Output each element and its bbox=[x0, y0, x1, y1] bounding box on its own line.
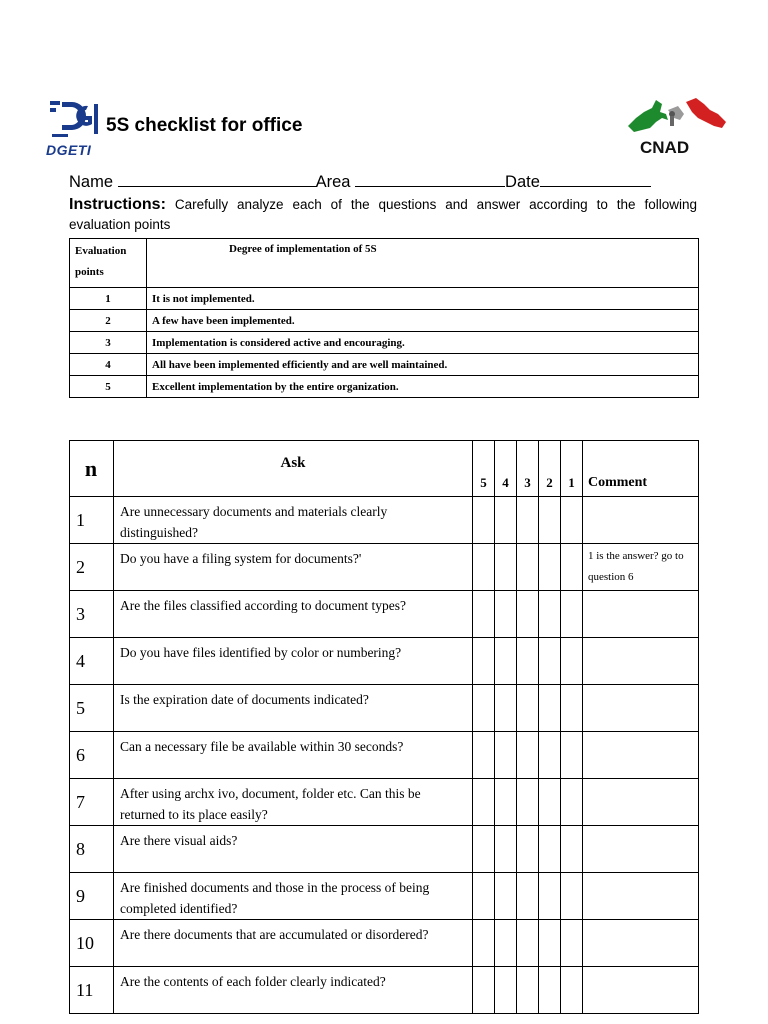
degree-header: Degree of implementation of 5S bbox=[147, 239, 699, 288]
score-2-header: 2 bbox=[539, 441, 561, 497]
area-field[interactable] bbox=[355, 172, 505, 187]
score-5-cell[interactable] bbox=[473, 685, 495, 732]
evaluation-row bbox=[70, 376, 699, 398]
cnad-logo-text: CNAD bbox=[640, 138, 690, 157]
score-5-cell[interactable] bbox=[473, 732, 495, 779]
cnad-logo bbox=[626, 96, 730, 160]
page-title: 5S checklist for office bbox=[106, 115, 303, 136]
score-1-cell[interactable] bbox=[561, 544, 583, 591]
number-header: n bbox=[70, 441, 114, 497]
checklist-row bbox=[70, 591, 699, 638]
ask-header: Ask bbox=[114, 441, 473, 497]
checklist-body bbox=[70, 497, 699, 1014]
date-field[interactable] bbox=[540, 172, 651, 187]
checklist-row bbox=[70, 920, 699, 967]
score-5-cell[interactable] bbox=[473, 638, 495, 685]
score-1-cell[interactable] bbox=[561, 779, 583, 826]
score-4-cell[interactable] bbox=[495, 779, 517, 826]
score-4-cell[interactable] bbox=[495, 920, 517, 967]
score-5-cell[interactable] bbox=[473, 591, 495, 638]
checklist-header-row bbox=[70, 441, 699, 497]
score-4-cell[interactable] bbox=[495, 544, 517, 591]
evaluation-row bbox=[70, 310, 699, 332]
score-1-cell[interactable] bbox=[561, 732, 583, 779]
score-3-cell[interactable] bbox=[517, 497, 539, 544]
checklist-row bbox=[70, 873, 699, 920]
comment-cell[interactable] bbox=[583, 732, 699, 779]
evaluation-points-header: Evaluation points bbox=[70, 239, 147, 288]
question-text: Are finished documents and those in the process of being completed identified? bbox=[114, 873, 473, 920]
score-2-cell[interactable] bbox=[539, 779, 561, 826]
comment-cell[interactable]: 1 is the answer? go to question 6 bbox=[583, 544, 699, 591]
score-2-cell[interactable] bbox=[539, 826, 561, 873]
evaluation-row bbox=[70, 288, 699, 310]
score-5-cell[interactable] bbox=[473, 920, 495, 967]
date-label: Date bbox=[505, 173, 540, 191]
question-text: Is the expiration date of documents indicated? bbox=[114, 685, 473, 732]
score-2-cell[interactable] bbox=[539, 685, 561, 732]
question-number: 4 bbox=[70, 638, 114, 685]
evaluation-desc: Implementation is considered active and encouraging. bbox=[147, 332, 699, 354]
dgeti-logo-text: DGETI bbox=[46, 142, 92, 158]
evaluation-row bbox=[70, 354, 699, 376]
score-3-cell[interactable] bbox=[517, 732, 539, 779]
question-number: 6 bbox=[70, 732, 114, 779]
question-text: Can a necessary file be available within 30 seconds? bbox=[114, 732, 473, 779]
score-4-cell[interactable] bbox=[495, 873, 517, 920]
comment-header: Comment bbox=[583, 441, 699, 497]
name-area-date-line bbox=[69, 172, 651, 192]
checklist-row bbox=[70, 685, 699, 732]
score-3-cell[interactable] bbox=[517, 967, 539, 1014]
score-1-cell[interactable] bbox=[561, 638, 583, 685]
score-2-cell[interactable] bbox=[539, 638, 561, 685]
checklist-row bbox=[70, 497, 699, 544]
question-number: 7 bbox=[70, 779, 114, 826]
score-1-cell[interactable] bbox=[561, 920, 583, 967]
comment-cell[interactable] bbox=[583, 497, 699, 544]
comment-cell[interactable] bbox=[583, 826, 699, 873]
question-text: Are the contents of each folder clearly indicated? bbox=[114, 967, 473, 1014]
checklist-row bbox=[70, 544, 699, 591]
instructions-text: Carefully analyze each of the questions and answer according to the following evaluation points bbox=[69, 197, 697, 232]
score-3-cell[interactable] bbox=[517, 685, 539, 732]
score-4-cell[interactable] bbox=[495, 591, 517, 638]
evaluation-row bbox=[70, 332, 699, 354]
evaluation-point: 1 bbox=[70, 288, 147, 310]
checklist-row bbox=[70, 967, 699, 1014]
comment-cell[interactable] bbox=[583, 779, 699, 826]
dgeti-logo bbox=[46, 98, 104, 158]
score-1-cell[interactable] bbox=[561, 497, 583, 544]
score-3-cell[interactable] bbox=[517, 779, 539, 826]
checklist-row bbox=[70, 732, 699, 779]
score-4-header: 4 bbox=[495, 441, 517, 497]
question-number: 1 bbox=[70, 497, 114, 544]
evaluation-point: 3 bbox=[70, 332, 147, 354]
score-2-cell[interactable] bbox=[539, 591, 561, 638]
score-3-cell[interactable] bbox=[517, 638, 539, 685]
evaluation-desc: A few have been implemented. bbox=[147, 310, 699, 332]
score-2-cell[interactable] bbox=[539, 732, 561, 779]
score-3-cell[interactable] bbox=[517, 591, 539, 638]
question-text: Do you have files identified by color or numbering? bbox=[114, 638, 473, 685]
question-text: Are the files classified according to document types? bbox=[114, 591, 473, 638]
question-number: 2 bbox=[70, 544, 114, 591]
score-4-cell[interactable] bbox=[495, 638, 517, 685]
score-2-cell[interactable] bbox=[539, 920, 561, 967]
score-4-cell[interactable] bbox=[495, 732, 517, 779]
question-text: Are unnecessary documents and materials clearly distinguished? bbox=[114, 497, 473, 544]
evaluation-desc: Excellent implementation by the entire organization. bbox=[147, 376, 699, 398]
evaluation-desc: It is not implemented. bbox=[147, 288, 699, 310]
question-number: 9 bbox=[70, 873, 114, 920]
score-5-cell[interactable] bbox=[473, 873, 495, 920]
question-number: 8 bbox=[70, 826, 114, 873]
mexico-map-icon bbox=[626, 96, 730, 140]
area-label: Area bbox=[315, 173, 356, 191]
score-3-cell[interactable] bbox=[517, 920, 539, 967]
score-3-cell[interactable] bbox=[517, 544, 539, 591]
score-2-cell[interactable] bbox=[539, 544, 561, 591]
checklist-row bbox=[70, 779, 699, 826]
score-4-cell[interactable] bbox=[495, 685, 517, 732]
evaluation-desc: All have been implemented efficiently and are well maintained. bbox=[147, 354, 699, 376]
instructions bbox=[69, 195, 697, 235]
score-1-cell[interactable] bbox=[561, 685, 583, 732]
question-text: Are there documents that are accumulated or disordered? bbox=[114, 920, 473, 967]
name-label: Name bbox=[69, 173, 118, 191]
score-3-cell[interactable] bbox=[517, 826, 539, 873]
score-1-header: 1 bbox=[561, 441, 583, 497]
dgeti-emblem-icon bbox=[48, 98, 100, 142]
question-number: 5 bbox=[70, 685, 114, 732]
score-2-cell[interactable] bbox=[539, 967, 561, 1014]
question-number: 11 bbox=[70, 967, 114, 1014]
score-3-header: 3 bbox=[517, 441, 539, 497]
checklist-row bbox=[70, 826, 699, 873]
name-field[interactable] bbox=[118, 172, 316, 187]
comment-cell[interactable] bbox=[583, 873, 699, 920]
evaluation-header-row bbox=[70, 239, 699, 288]
score-4-cell[interactable] bbox=[495, 497, 517, 544]
question-number: 10 bbox=[70, 920, 114, 967]
comment-cell[interactable] bbox=[583, 591, 699, 638]
instructions-lead: Instructions: bbox=[69, 196, 166, 213]
question-number: 3 bbox=[70, 591, 114, 638]
score-5-cell[interactable] bbox=[473, 826, 495, 873]
score-1-cell[interactable] bbox=[561, 873, 583, 920]
question-text: Are there visual aids? bbox=[114, 826, 473, 873]
evaluation-point: 4 bbox=[70, 354, 147, 376]
evaluation-points-table bbox=[69, 238, 699, 398]
evaluation-point: 2 bbox=[70, 310, 147, 332]
score-5-header: 5 bbox=[473, 441, 495, 497]
question-text: After using archx ivo, document, folder etc. Can this be returned to its place easily? bbox=[114, 779, 473, 826]
score-5-cell[interactable] bbox=[473, 544, 495, 591]
score-4-cell[interactable] bbox=[495, 826, 517, 873]
score-2-cell[interactable] bbox=[539, 497, 561, 544]
question-text: Do you have a filing system for documents?' bbox=[114, 544, 473, 591]
score-5-cell[interactable] bbox=[473, 779, 495, 826]
score-1-cell[interactable] bbox=[561, 591, 583, 638]
score-3-cell[interactable] bbox=[517, 873, 539, 920]
comment-cell[interactable] bbox=[583, 967, 699, 1014]
comment-cell[interactable] bbox=[583, 920, 699, 967]
comment-cell[interactable] bbox=[583, 685, 699, 732]
score-5-cell[interactable] bbox=[473, 497, 495, 544]
score-1-cell[interactable] bbox=[561, 826, 583, 873]
checklist-table bbox=[69, 440, 699, 1014]
score-2-cell[interactable] bbox=[539, 873, 561, 920]
score-5-cell[interactable] bbox=[473, 967, 495, 1014]
score-4-cell[interactable] bbox=[495, 967, 517, 1014]
checklist-row bbox=[70, 638, 699, 685]
evaluation-point: 5 bbox=[70, 376, 147, 398]
score-1-cell[interactable] bbox=[561, 967, 583, 1014]
comment-cell[interactable] bbox=[583, 638, 699, 685]
